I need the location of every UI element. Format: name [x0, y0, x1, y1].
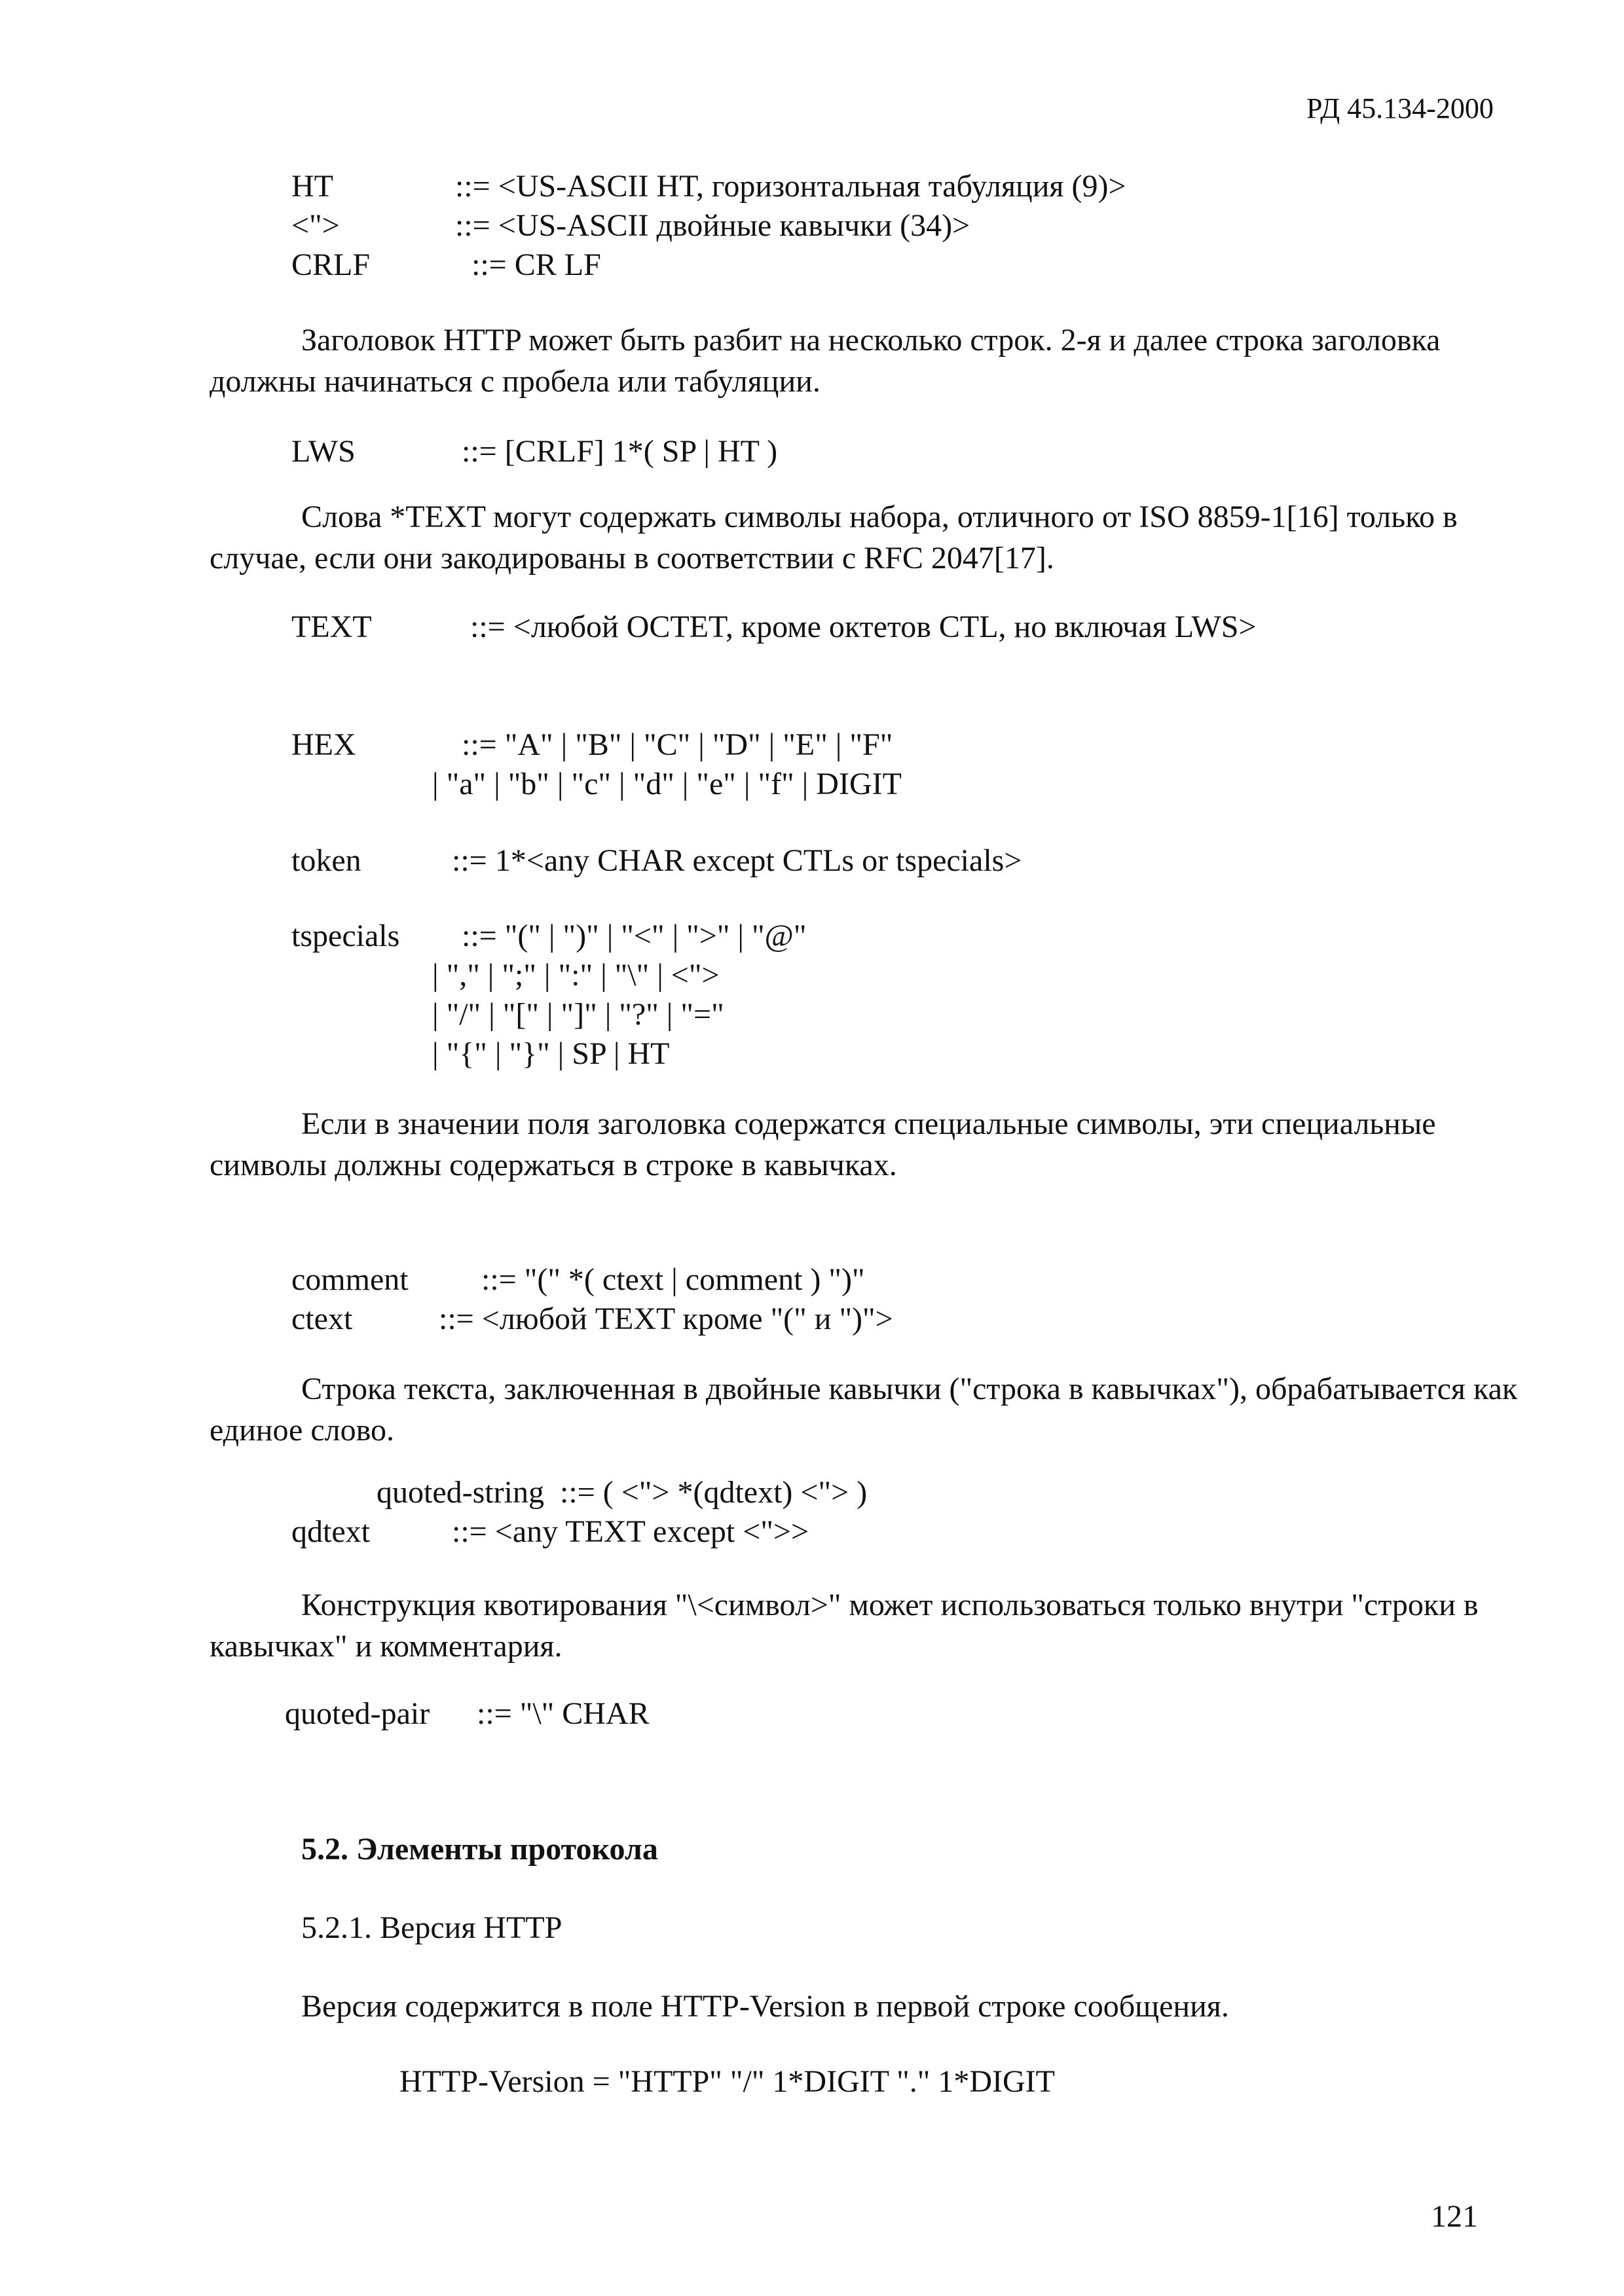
rule-name-crlf: CRLF — [291, 247, 371, 282]
section-heading: 5.2. Элементы протокола — [301, 1832, 658, 1867]
rule-def-crlf: ::= CR LF — [471, 247, 601, 282]
rule-name-dquote: <"> — [291, 208, 340, 243]
rule-def-text: ::= <любой OCTET, кроме октетов CTL, но включая LWS> — [470, 610, 1257, 644]
rule-cont-tspecials-1: | "," | ";" | ":" | "\" | <"> — [432, 958, 720, 993]
rule-name-lws: LWS — [291, 434, 356, 469]
paragraph-header-fold — [210, 319, 1552, 402]
rule-name-quoted-string: quoted-string — [377, 1475, 544, 1510]
rule-name-ht: HT — [291, 169, 333, 204]
rule-cont-hex: | "a" | "b" | "c" | "d" | "e" | "f" | DIGIT — [432, 767, 902, 801]
page-number: 121 — [1431, 2199, 1478, 2234]
paragraph-quoted-string-text: Строка текста, заключенная в двойные кавычки ("строка в кавычках"), обрабатывается как единое слово. — [210, 1372, 1518, 1448]
rule-cont-tspecials-2: | "/" | "[" | "]" | "?" | "=" — [432, 997, 724, 1032]
rule-def-quoted-string: ::= ( <"> *(qdtext) <"> ) — [560, 1475, 868, 1510]
rule-def-ht: ::= <US-ASCII HT, горизонтальная табуляция (9)> — [455, 169, 1126, 204]
paragraph-header-fold-text: Заголовок HTTP может быть разбит на несколько строк. 2-я и далее строка заголовка должны начинаться с пробела или табуляции. — [210, 323, 1441, 399]
paragraph-quoting — [210, 1584, 1552, 1667]
paragraph-text-charset — [210, 496, 1552, 579]
section-formula: HTTP-Version = "HTTP" "/" 1*DIGIT "." 1*DIGIT — [399, 2064, 1055, 2099]
document-code: РД 45.134-2000 — [1306, 92, 1494, 124]
rule-name-ctext: ctext — [291, 1302, 353, 1336]
section-subheading: 5.2.1. Версия HTTP — [301, 1910, 563, 1945]
paragraph-text-charset-text: Слова *TEXT могут содержать символы набора, отличного от ISO 8859-1[16] только в случае, если они закодированы в соответствии с RFC 2047[17]. — [210, 500, 1458, 575]
rule-name-hex: HEX — [291, 727, 356, 762]
section-body: Версия содержится в поле HTTP-Version в первой строке сообщения. — [301, 1989, 1229, 2024]
rule-def-lws: ::= [CRLF] 1*( SP | HT ) — [462, 434, 778, 469]
rule-cont-tspecials-3: | "{" | "}" | SP | HT — [432, 1036, 670, 1071]
rule-name-qdtext: qdtext — [291, 1514, 370, 1549]
paragraph-special-chars — [210, 1103, 1552, 1186]
rule-name-token: token — [291, 843, 361, 878]
rule-def-ctext: ::= <любой TEXT кроме "(" и ")"> — [439, 1302, 893, 1336]
paragraph-special-chars-text: Если в значении поля заголовка содержатся специальные символы, эти специальные символы должны содержаться в строке в кавычках. — [210, 1106, 1436, 1182]
rule-name-text: TEXT — [291, 610, 372, 644]
paragraph-quoted-string — [210, 1368, 1552, 1451]
rule-def-qdtext: ::= <any TEXT except <">> — [452, 1514, 809, 1549]
rule-def-dquote: ::= <US-ASCII двойные кавычки (34)> — [455, 208, 970, 243]
rule-def-comment: ::= "(" *( ctext | comment ) ")" — [481, 1262, 865, 1297]
rule-name-comment: comment — [291, 1262, 409, 1297]
rule-def-hex: ::= "A" | "B" | "C" | "D" | "E" | "F" — [462, 727, 893, 762]
rule-def-tspecials: ::= "(" | ")" | "<" | ">" | "@" — [462, 919, 807, 953]
rule-name-quoted-pair: quoted-pair — [285, 1696, 430, 1731]
rule-name-tspecials: tspecials — [291, 919, 400, 953]
rule-def-quoted-pair: ::= "\" CHAR — [477, 1696, 650, 1731]
rule-def-token: ::= 1*<any CHAR except CTLs or tspecials> — [452, 843, 1022, 878]
paragraph-quoting-text: Конструкция квотирования "\<символ>" может использоваться только внутри "строки в кавычках" и комментария. — [210, 1588, 1479, 1664]
